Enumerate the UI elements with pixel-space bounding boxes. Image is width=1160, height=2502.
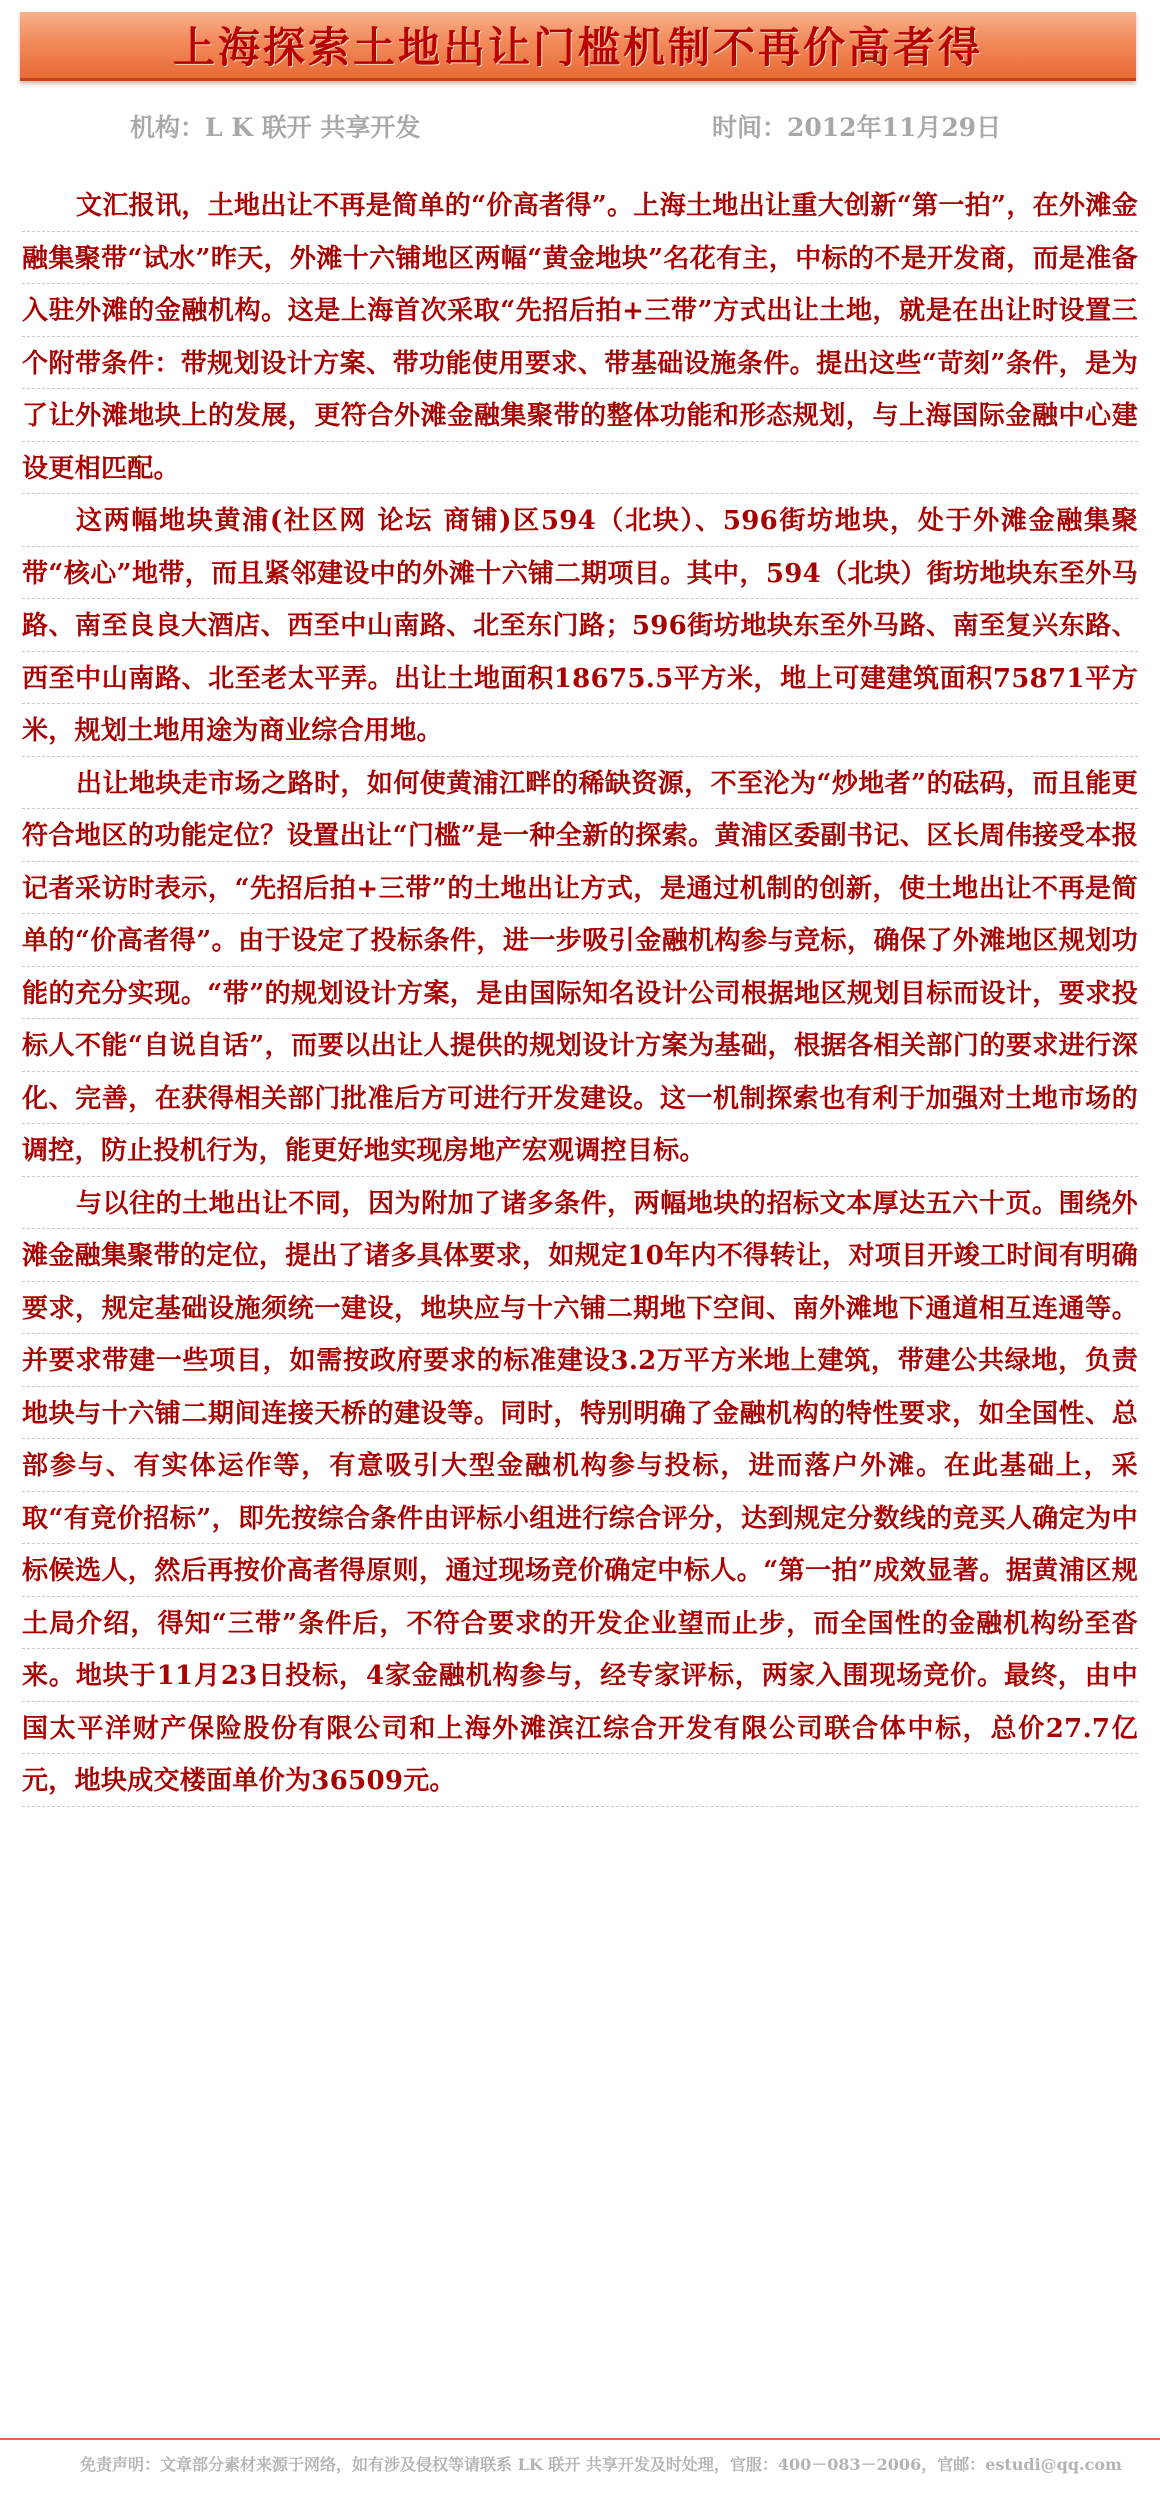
footer-divider: [0, 2438, 1160, 2440]
article-body: [22, 180, 1138, 1808]
date-label: 时间：2012年11月29日: [712, 113, 1002, 142]
org-label: 机构：L K 联开 共享开发: [130, 113, 421, 142]
meta-row: [0, 108, 1160, 148]
page-title: 上海探索土地出让门槛机制不再价高者得: [172, 23, 983, 72]
paragraph-4: 与以往的土地出让不同，因为附加了诸多条件，两幅地块的招标文本厚达五六十页。围绕外滩金融集聚带的定位，提出了诸多具体要求，如规定10年内不得转让，对项目开竣工时间有明确要求，规定基础设施须统一建设，地块应与十六铺二期地下空间、南外滩地下通道相互连通等。并要求带建一些项目，如需按政府要求的标准建设3.2万平方米地上建筑，带建公共绿地，负责地块与十六铺二期间连接天桥的建设等。同时，特别明确了金融机构的特性要求，如全国性、总部参与、有实体运作等，有意吸引大型金融机构参与投标，进而落户外滩。在此基础上，采取“有竞价招标”，即先按综合条件由评标小组进行综合评分，达到规定分数线的竞买人确定为中标候选人，然后再按价高者得原则，通过现场竞价确定中标人。“第一拍”成效显著。据黄浦区规土局介绍，得知“三带”条件后，不符合要求的开发企业望而止步，而全国性的金融机构纷至沓来。地块于11月23日投标，4家金融机构参与，经专家评标，两家入围现场竞价。最终，由中国太平洋财产保险股份有限公司和上海外滩滨江综合开发有限公司联合体中标，总价27.7亿元，地块成交楼面单价为36509元。: [22, 1178, 1138, 1808]
paragraph-3: 出让地块走市场之路时，如何使黄浦江畔的稀缺资源，不至沦为“炒地者”的砝码，而且能更符合地区的功能定位？设置出让“门槛”是一种全新的探索。黄浦区委副书记、区长周伟接受本报记者采访时表示，“先招后拍+三带”的土地出让方式，是通过机制的创新，使土地出让不再是简单的“价高者得”。由于设定了投标条件，进一步吸引金融机构参与竞标，确保了外滩地区规划功能的充分实现。“带”的规划设计方案，是由国际知名设计公司根据地区规划目标而设计，要求投标人不能“自说自话”，而要以出让人提供的规划设计方案为基础，根据各相关部门的要求进行深化、完善，在获得相关部门批准后方可进行开发建设。这一机制探索也有利于加强对土地市场的调控，防止投机行为，能更好地实现房地产宏观调控目标。: [22, 758, 1138, 1178]
footer-disclaimer: 免责声明：文章部分素材来源于网络，如有涉及侵权等请联系 LK 联开 共享开发及时处理，官服：400－083－2006，官邮：estudi@qq.com: [80, 2455, 1122, 2474]
paragraph-1: 文汇报讯，土地出让不再是简单的“价高者得”。上海土地出让重大创新“第一拍”，在外滩金融集聚带“试水”昨天，外滩十六铺地区两幅“黄金地块”名花有主，中标的不是开发商，而是准备入驻外滩的金融机构。这是上海首次采取“先招后拍+三带”方式出让土地，就是在出让时设置三个附带条件：带规划设计方案、带功能使用要求、带基础设施条件。提出这些“苛刻”条件，是为了让外滩地块上的发展，更符合外滩金融集聚带的整体功能和形态规划，与上海国际金融中心建设更相匹配。: [22, 180, 1138, 495]
paragraph-2: 这两幅地块黄浦(社区网 论坛 商铺)区594（北块）、596街坊地块，处于外滩金融集聚带“核心”地带，而且紧邻建设中的外滩十六铺二期项目。其中，594（北块）街坊地块东至外马路、南至良良大酒店、西至中山南路、北至东门路；596街坊地块东至外马路、南至复兴东路、西至中山南路、北至老太平弄。出让土地面积18675.5平方米，地上可建建筑面积75871平方米，规划土地用途为商业综合用地。: [22, 495, 1138, 758]
title-banner: [20, 12, 1136, 81]
